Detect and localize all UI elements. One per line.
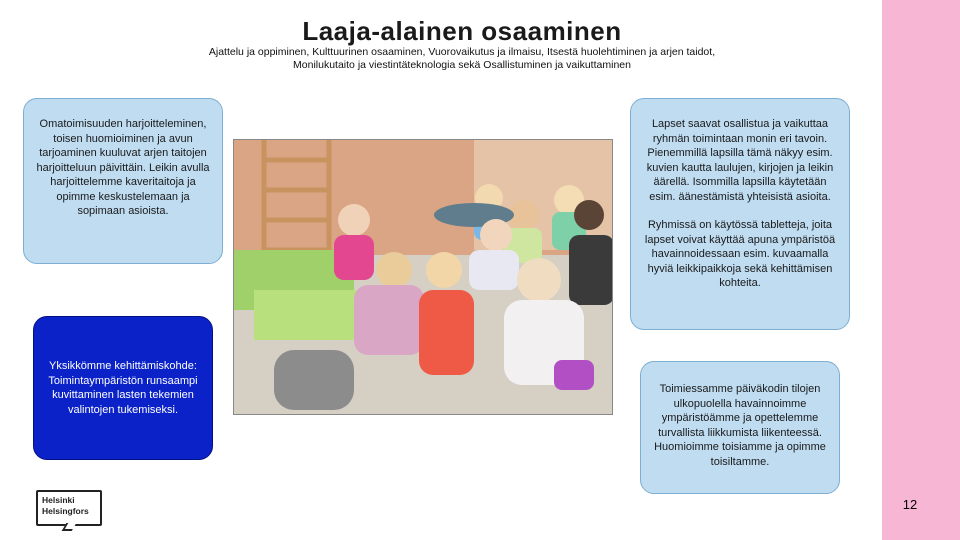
bubble-development-target-text: Yksikkömme kehittämiskohde: Toimintaympäristön runsaampi kuvittaminen lasten tekemien valintojen tukemiseksi. xyxy=(48,360,198,416)
bubble-outdoor-safety-text: Toimiessamme päiväkodin tilojen ulkopuolella havainnoimme ympäristöämme ja opettelemme turvallista liikkumista liikenteessä. Huomioimme toisiamme ja opimme toisiltamme. xyxy=(654,383,826,468)
subtitle-line-1: Ajattelu ja oppiminen, Kulttuurinen osaaminen, Vuorovaikutus ja ilmaisu, Itsestä huolehtiminen ja arjen taidot, xyxy=(208,46,716,58)
decorative-pink-band xyxy=(862,0,960,540)
bubble-participation-text-1: Lapset saavat osallistua ja vaikuttaa ryhmän toimintaan monin eri tavoin. Pienemmillä lapsilla tämä näkyy esim. kuvien kautta laulujen, kirjojen ja leikin äärellä. Isommilla lapsilla käytetään esim. äänestämistä yhteisistä asioita. xyxy=(646,118,834,203)
page-number: 12 xyxy=(902,497,918,512)
slide-title: Laaja-alainen osaaminen xyxy=(302,16,622,46)
bubble-everyday-skills xyxy=(23,98,223,264)
scallop-edge xyxy=(862,0,902,540)
bubble-outdoor-safety xyxy=(640,361,840,494)
children-playing-photo xyxy=(233,139,613,415)
bubble-everyday-skills-text: Omatoimisuuden harjoitteleminen, toisen huomioiminen ja avun tarjoaminen kuuluvat arjen taitojen harjoitteluun päivittäin. Leikin avulla harjoittelemme kaveritaitoja ja opimme keskustelemaan ja sopimaan asioista. xyxy=(36,118,210,217)
helsinki-logo xyxy=(36,490,102,526)
bubble-development-target xyxy=(33,316,213,460)
logo-line-1: Helsinki xyxy=(42,495,75,505)
subtitle-line-2: Monilukutaito ja viestintäteknologia sekä Osallistuminen ja vaikuttaminen xyxy=(293,59,631,71)
slide-subtitle xyxy=(150,46,774,72)
logo-line-2: Helsingfors xyxy=(42,506,89,516)
bubble-participation xyxy=(630,98,850,330)
bubble-participation-text-2: Ryhmissä on käytössä tabletteja, joita lapset voivat käyttää apuna ympäristöä havainnoidessaan esim. kuvaamalla hyviä leikkipaikkoja sekä kehittämisen kohteita. xyxy=(644,219,836,289)
